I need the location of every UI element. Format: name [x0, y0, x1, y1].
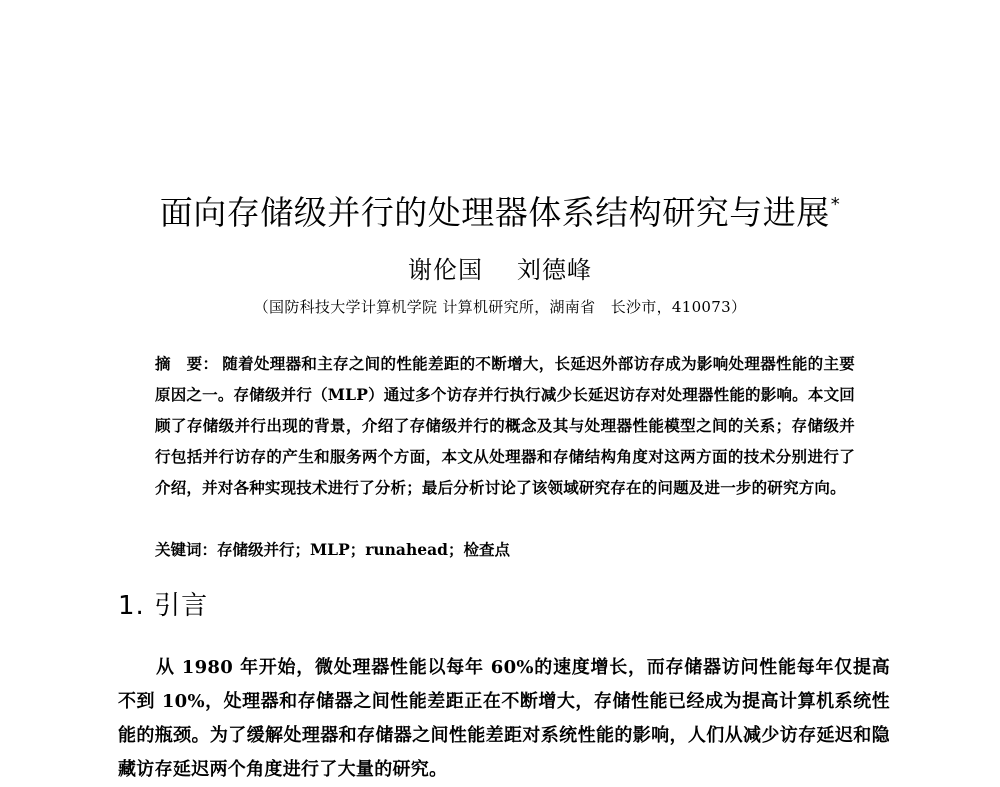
author-name: 谢伦国	[408, 256, 483, 284]
abstract-block	[155, 348, 855, 503]
keywords-label: 关键词：	[155, 540, 218, 559]
author-list	[0, 254, 1000, 286]
author-name: 刘德峰	[517, 256, 592, 284]
abstract-label: 摘 要：	[155, 354, 219, 373]
paper-title	[0, 183, 1000, 235]
author-affiliation: （国防科技大学计算机学院 计算机研究所，湖南省 长沙市，410073）	[253, 298, 747, 316]
abstract-text: 随着处理器和主存之间的性能差距的不断增大，长延迟外部访存成为影响处理器性能的主要原因之一。存储级并行（MLP）通过多个访存并行执行减少长延迟访存对处理器性能的影响。本文回顾了存储级并行出现的背景，介绍了存储级并行的概念及其与处理器性能模型之间的关系；存储级并行包括并行访存的产生和服务两个方面，本文从处理器和存储结构角度对这两方面的技术分别进行了介绍，并对各种实现技术进行了分析；最后分析讨论了该领域研究存在的问题及进一步的研究方向。	[155, 354, 855, 497]
keywords-line	[155, 536, 855, 564]
title-footnote-marker: *	[830, 194, 841, 215]
keywords-text: 存储级并行；MLP；runahead；检查点	[217, 540, 510, 559]
paper-title-text: 面向存储级并行的处理器体系结构研究与进展	[159, 193, 830, 232]
section-paragraph: 从 1980 年开始，微处理器性能以每年 60%的速度增长，而存储器访问性能每年仅提高不到 10%，处理器和存储器之间性能差距正在不断增大，存储性能已经成为提高计算机系统性能的瓶颈。为了缓解处理器和存储器之间性能差距对系统性能的影响，人们从减少访存延迟和隐藏访存延迟两个角度进行了大量的研究。	[118, 657, 890, 780]
section-heading: 1. 引言	[118, 591, 209, 621]
